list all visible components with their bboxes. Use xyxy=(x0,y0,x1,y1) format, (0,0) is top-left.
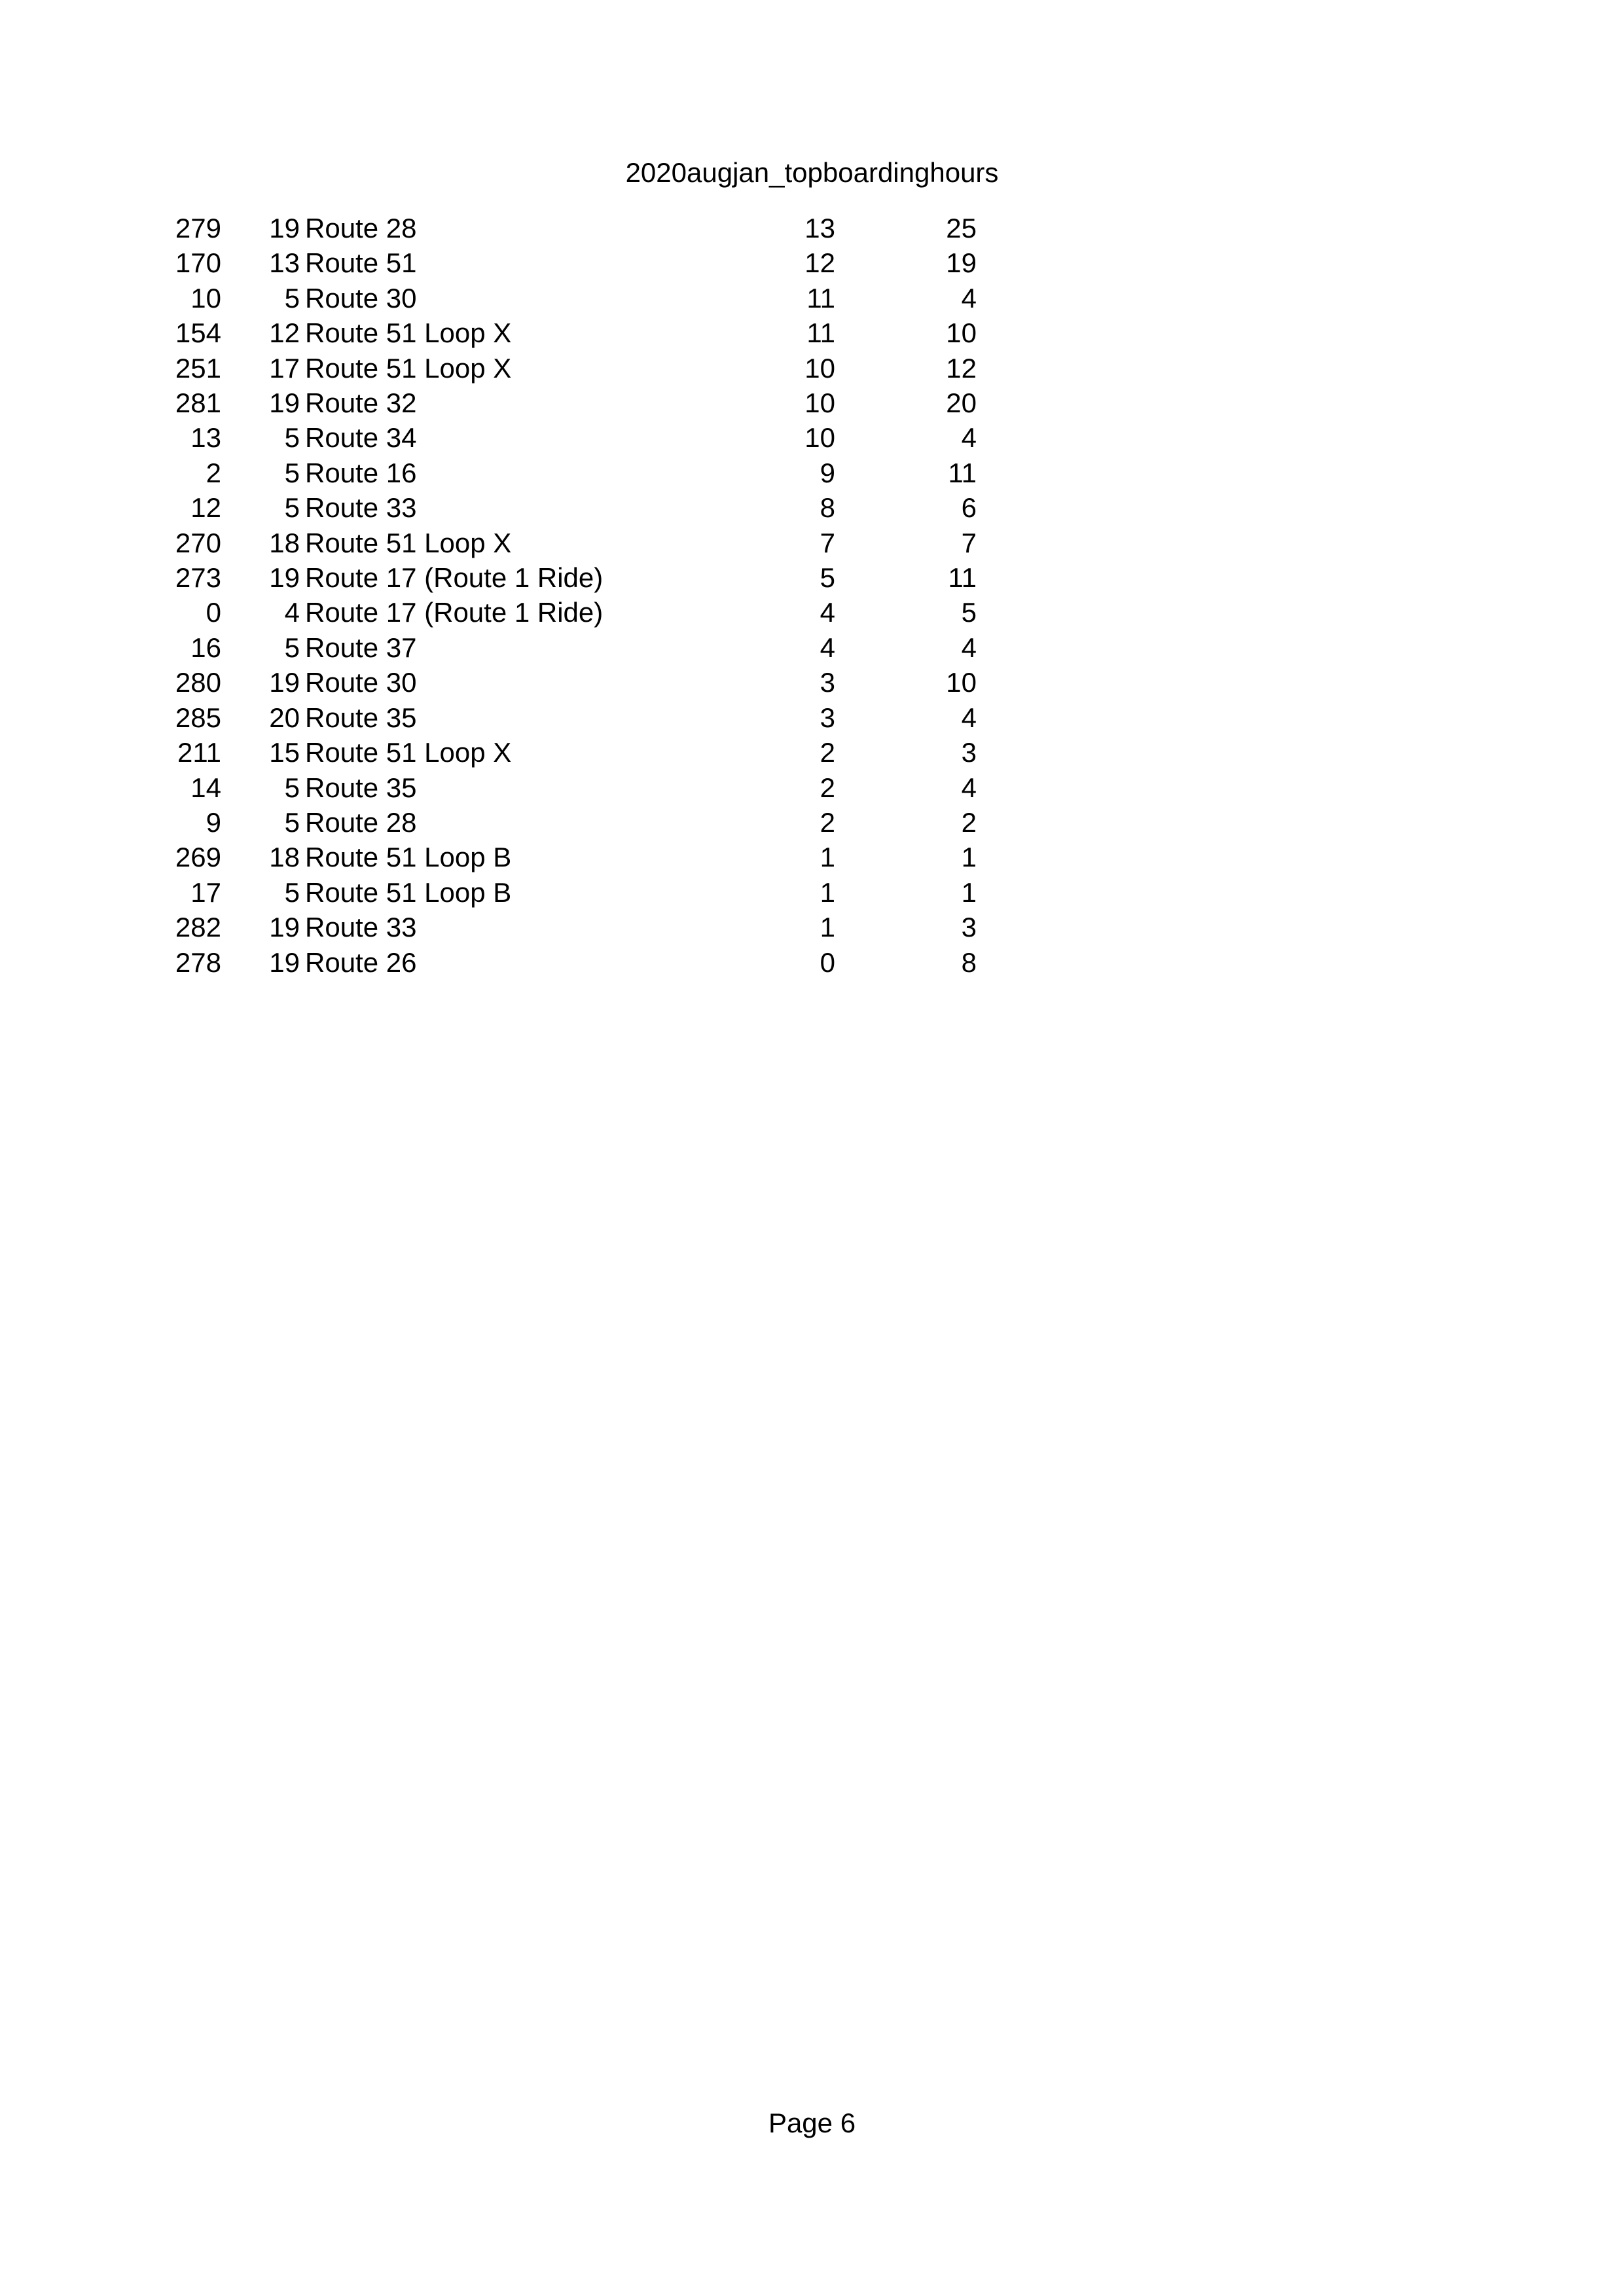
hour-cell: 5 xyxy=(284,457,300,488)
value-b-cell: 4 xyxy=(961,632,977,663)
table-row xyxy=(151,245,977,280)
value-b-cell: 4 xyxy=(961,422,977,454)
row-id-cell: 2 xyxy=(206,457,221,488)
value-a-cell: 4 xyxy=(820,632,835,663)
value-a-cell: 12 xyxy=(804,247,835,279)
table-body xyxy=(151,211,977,980)
table-row xyxy=(151,351,977,386)
value-a-cell: 10 xyxy=(804,387,835,419)
route-name-cell: Route 51 xyxy=(305,247,417,279)
hour-cell: 19 xyxy=(269,562,300,594)
hour-cell: 19 xyxy=(269,912,300,943)
value-b-cell: 11 xyxy=(948,457,977,488)
row-id-cell: 273 xyxy=(175,562,221,594)
table-row xyxy=(151,315,977,350)
row-id-cell: 12 xyxy=(190,492,221,524)
table-row xyxy=(151,281,977,315)
row-id-cell: 13 xyxy=(190,422,221,454)
row-id-cell: 285 xyxy=(175,702,221,733)
value-b-cell: 5 xyxy=(961,597,977,628)
row-id-cell: 0 xyxy=(206,597,221,628)
route-name-cell: Route 37 xyxy=(305,632,417,663)
route-name-cell: Route 16 xyxy=(305,457,417,488)
row-id-cell: 279 xyxy=(175,213,221,243)
value-b-cell: 4 xyxy=(961,772,977,803)
value-a-cell: 11 xyxy=(806,282,835,314)
hour-cell: 5 xyxy=(284,282,300,314)
table-row xyxy=(151,560,977,595)
value-a-cell: 2 xyxy=(820,772,835,803)
value-a-cell: 7 xyxy=(820,527,835,558)
value-b-cell: 10 xyxy=(946,317,977,349)
table-row xyxy=(151,805,977,840)
value-a-cell: 2 xyxy=(820,737,835,768)
value-a-cell: 3 xyxy=(820,702,835,733)
row-id-cell: 16 xyxy=(190,632,221,663)
value-b-cell: 10 xyxy=(946,667,977,698)
row-id-cell: 17 xyxy=(190,876,221,908)
value-b-cell: 4 xyxy=(961,282,977,314)
value-b-cell: 1 xyxy=(961,842,977,873)
row-id-cell: 281 xyxy=(175,387,221,419)
hour-cell: 5 xyxy=(284,772,300,803)
value-a-cell: 1 xyxy=(820,842,835,873)
route-name-cell: Route 51 Loop B xyxy=(305,842,512,873)
row-id-cell: 278 xyxy=(175,946,221,978)
page-number: Page 6 xyxy=(768,2108,856,2138)
value-b-cell: 20 xyxy=(946,387,977,419)
value-a-cell: 5 xyxy=(820,562,835,594)
hour-cell: 17 xyxy=(269,352,300,384)
row-id-cell: 211 xyxy=(177,737,221,768)
value-a-cell: 11 xyxy=(806,317,835,349)
table-row xyxy=(151,526,977,560)
value-b-cell: 12 xyxy=(946,352,977,384)
row-id-cell: 269 xyxy=(175,842,221,873)
table-row xyxy=(151,840,977,874)
row-id-cell: 170 xyxy=(175,247,221,279)
value-b-cell: 19 xyxy=(946,247,977,279)
route-name-cell: Route 26 xyxy=(305,946,417,978)
table-row xyxy=(151,386,977,420)
route-name-cell: Route 32 xyxy=(305,387,417,419)
value-b-cell: 4 xyxy=(961,702,977,733)
hour-cell: 5 xyxy=(284,422,300,454)
route-name-cell: Route 51 Loop X xyxy=(305,737,512,768)
hour-cell: 12 xyxy=(269,317,300,349)
hour-cell: 5 xyxy=(284,806,300,838)
hour-cell: 15 xyxy=(269,737,300,768)
route-name-cell: Route 35 xyxy=(305,772,417,803)
row-id-cell: 251 xyxy=(175,352,221,384)
value-b-cell: 7 xyxy=(961,527,977,558)
value-b-cell: 1 xyxy=(961,876,977,908)
route-name-cell: Route 34 xyxy=(305,422,417,454)
table-row xyxy=(151,420,977,455)
row-id-cell: 154 xyxy=(175,317,221,349)
value-b-cell: 6 xyxy=(961,492,977,524)
value-a-cell: 10 xyxy=(804,352,835,384)
route-name-cell: Route 51 Loop X xyxy=(305,352,512,384)
row-id-cell: 10 xyxy=(190,282,221,314)
hour-cell: 13 xyxy=(269,247,300,279)
row-id-cell: 14 xyxy=(190,772,221,803)
value-b-cell: 3 xyxy=(961,912,977,943)
value-a-cell: 8 xyxy=(820,492,835,524)
value-a-cell: 4 xyxy=(820,597,835,628)
value-b-cell: 25 xyxy=(946,213,977,243)
table-row xyxy=(151,665,977,700)
value-b-cell: 3 xyxy=(961,737,977,768)
table-row xyxy=(151,456,977,490)
table-row xyxy=(151,910,977,944)
route-name-cell: Route 28 xyxy=(305,213,417,243)
hour-cell: 19 xyxy=(269,213,300,243)
table-row xyxy=(151,595,977,630)
data-table xyxy=(151,211,977,980)
route-name-cell: Route 51 Loop X xyxy=(305,527,512,558)
row-id-cell: 9 xyxy=(206,806,221,838)
value-a-cell: 1 xyxy=(820,876,835,908)
value-b-cell: 8 xyxy=(961,946,977,978)
route-name-cell: Route 51 Loop X xyxy=(305,317,512,349)
route-name-cell: Route 51 Loop B xyxy=(305,876,512,908)
route-name-cell: Route 33 xyxy=(305,912,417,943)
hour-cell: 19 xyxy=(269,387,300,419)
table-row xyxy=(151,490,977,525)
hour-cell: 19 xyxy=(269,946,300,978)
hour-cell: 20 xyxy=(269,702,300,733)
route-name-cell: Route 17 (Route 1 Ride) xyxy=(305,597,604,628)
route-name-cell: Route 35 xyxy=(305,702,417,733)
value-a-cell: 13 xyxy=(804,213,835,243)
route-name-cell: Route 17 (Route 1 Ride) xyxy=(305,562,604,594)
row-id-cell: 270 xyxy=(175,527,221,558)
value-a-cell: 1 xyxy=(820,912,835,943)
table-row xyxy=(151,630,977,665)
table-row xyxy=(151,770,977,805)
value-b-cell: 11 xyxy=(948,562,977,594)
hour-cell: 5 xyxy=(284,492,300,524)
table-row xyxy=(151,211,977,245)
route-name-cell: Route 30 xyxy=(305,282,417,314)
hour-cell: 19 xyxy=(269,667,300,698)
value-b-cell: 2 xyxy=(961,806,977,838)
row-id-cell: 280 xyxy=(175,667,221,698)
value-a-cell: 0 xyxy=(820,946,835,978)
route-name-cell: Route 33 xyxy=(305,492,417,524)
value-a-cell: 10 xyxy=(804,422,835,454)
hour-cell: 5 xyxy=(284,632,300,663)
route-name-cell: Route 30 xyxy=(305,667,417,698)
hour-cell: 5 xyxy=(284,876,300,908)
value-a-cell: 9 xyxy=(820,457,835,488)
table-row xyxy=(151,875,977,910)
value-a-cell: 3 xyxy=(820,667,835,698)
hour-cell: 18 xyxy=(269,842,300,873)
sheet-title: 2020augjan_topboardinghours xyxy=(625,157,999,188)
hour-cell: 4 xyxy=(284,597,300,628)
table-row xyxy=(151,735,977,770)
row-id-cell: 282 xyxy=(175,912,221,943)
hour-cell: 18 xyxy=(269,527,300,558)
value-a-cell: 2 xyxy=(820,806,835,838)
table-row xyxy=(151,700,977,735)
table-row xyxy=(151,945,977,980)
route-name-cell: Route 28 xyxy=(305,806,417,838)
